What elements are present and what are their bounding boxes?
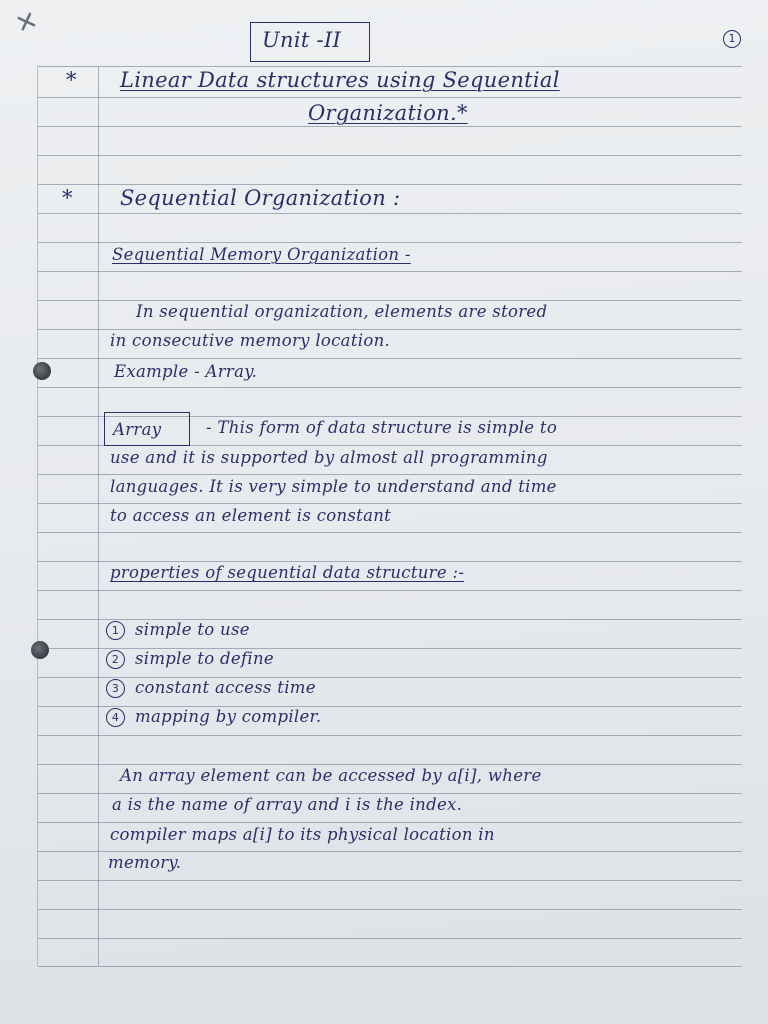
property-item bbox=[106, 707, 321, 727]
ruled-line bbox=[38, 66, 742, 67]
para-line-2: in consecutive memory location. bbox=[110, 331, 391, 350]
section-heading: Sequential Organization : bbox=[120, 186, 401, 210]
ruled-line bbox=[38, 300, 742, 301]
ruled-line bbox=[38, 155, 742, 156]
item-text: mapping by compiler. bbox=[135, 707, 322, 726]
property-item bbox=[106, 678, 316, 698]
item-number: 1 bbox=[106, 621, 125, 640]
ruled-line bbox=[38, 126, 742, 127]
ruled-line bbox=[38, 966, 742, 967]
ruled-line bbox=[38, 590, 742, 591]
item-number: 3 bbox=[106, 679, 125, 698]
access-line-3: compiler maps a[i] to its physical location in bbox=[110, 825, 495, 844]
binder-hole bbox=[31, 641, 49, 659]
title-line-1: Linear Data structures using Sequential bbox=[120, 68, 560, 92]
ruled-line bbox=[38, 735, 742, 736]
array-def-line-3: languages. It is very simple to understand and time bbox=[110, 477, 557, 496]
title-bullet: * bbox=[66, 68, 77, 92]
item-text: simple to use bbox=[135, 620, 250, 639]
section-bullet: * bbox=[62, 186, 73, 210]
ruled-line bbox=[38, 822, 742, 823]
title-line-2: Organization.* bbox=[308, 101, 468, 125]
array-def-line-2: use and it is supported by almost all programming bbox=[110, 448, 548, 467]
page-number: 1 bbox=[723, 30, 741, 48]
ruled-line bbox=[38, 938, 742, 939]
left-edge-line bbox=[37, 66, 38, 966]
unit-title: Unit -II bbox=[262, 28, 342, 52]
ruled-line bbox=[38, 184, 742, 185]
ruled-line bbox=[38, 764, 742, 765]
corner-scribble: ✕ bbox=[11, 5, 43, 41]
access-line-1: An array element can be accessed by a[i], where bbox=[120, 766, 542, 785]
binder-hole bbox=[33, 362, 51, 380]
ruled-line bbox=[38, 561, 742, 562]
ruled-line bbox=[38, 503, 742, 504]
property-item bbox=[106, 649, 274, 669]
margin-line bbox=[98, 66, 99, 966]
ruled-line bbox=[38, 358, 742, 359]
ruled-line bbox=[38, 474, 742, 475]
properties-heading: properties of sequential data structure :- bbox=[110, 563, 465, 582]
access-line-2: a is the name of array and i is the index. bbox=[112, 795, 463, 814]
subheading: Sequential Memory Organization - bbox=[112, 245, 411, 264]
ruled-line bbox=[38, 213, 742, 214]
ruled-line bbox=[38, 880, 742, 881]
property-item bbox=[106, 620, 250, 640]
ruled-line bbox=[38, 909, 742, 910]
example-line: Example - Array. bbox=[114, 362, 258, 381]
ruled-line bbox=[38, 242, 742, 243]
item-number: 4 bbox=[106, 708, 125, 727]
array-def-line-4: to access an element is constant bbox=[110, 506, 392, 525]
ruled-line bbox=[38, 387, 742, 388]
para-line-1: In sequential organization, elements are stored bbox=[136, 302, 548, 321]
ruled-line bbox=[38, 793, 742, 794]
item-text: simple to define bbox=[135, 649, 274, 668]
item-number: 2 bbox=[106, 650, 125, 669]
array-term: Array bbox=[113, 420, 162, 439]
ruled-line bbox=[38, 329, 742, 330]
ruled-line bbox=[38, 97, 742, 98]
ruled-line bbox=[38, 271, 742, 272]
ruled-line bbox=[38, 532, 742, 533]
access-line-4: memory. bbox=[108, 853, 182, 872]
item-text: constant access time bbox=[135, 678, 316, 697]
array-def-line-1: - This form of data structure is simple to bbox=[206, 418, 558, 437]
ruled-line bbox=[38, 851, 742, 852]
